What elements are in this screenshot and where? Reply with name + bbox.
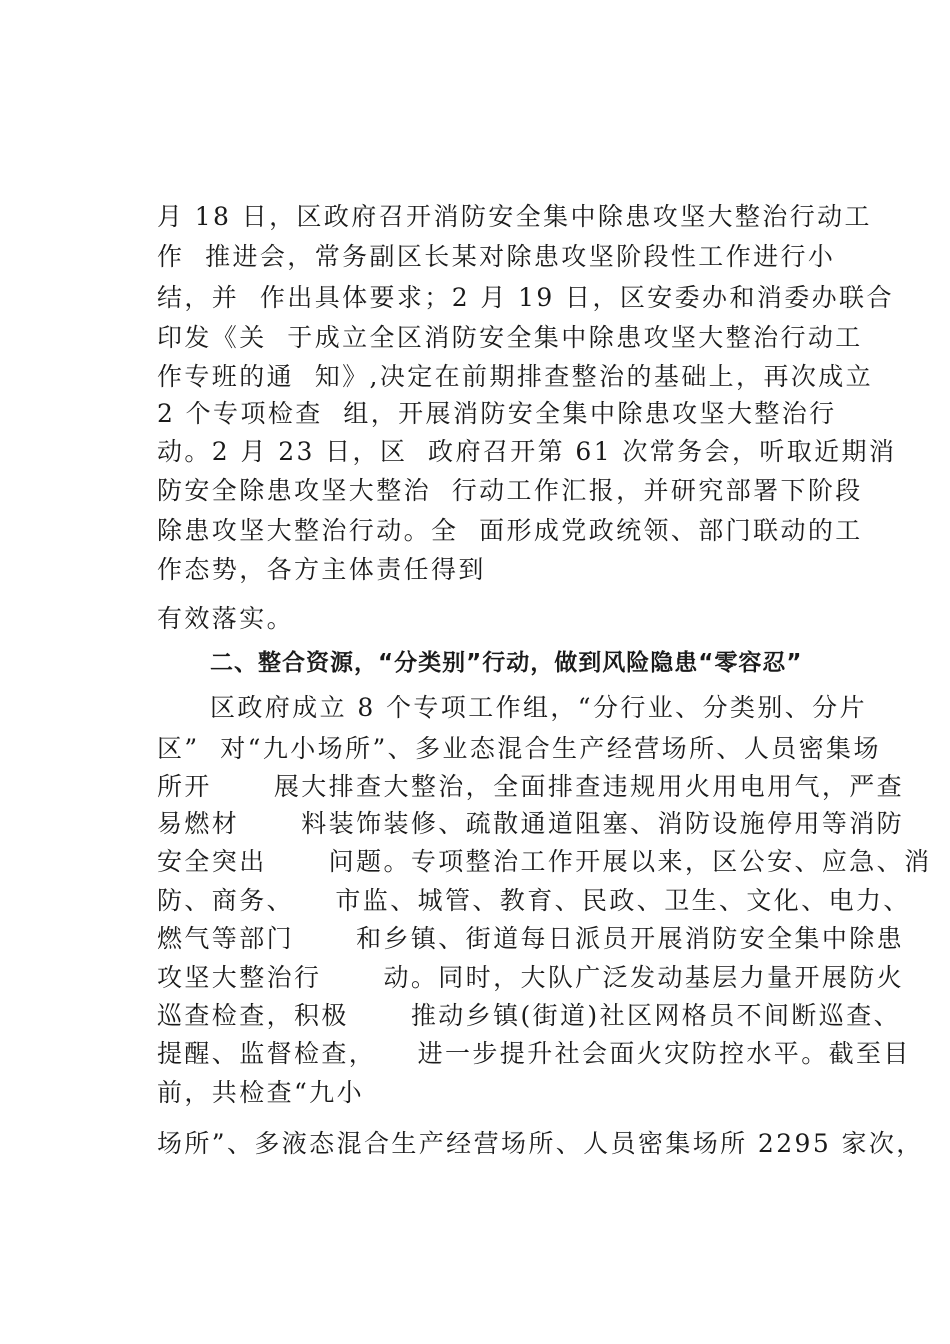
body-line: 攻坚大整治行 动。同时，大队广泛发动基层力量开展防火: [157, 963, 905, 992]
body-line: 提醒、监督检查， 进一步提升社会面火灾防控水平。截至目: [157, 1039, 911, 1068]
body-line: 区” 对“九小场所”、多业态混合生产经营场所、人员密集场: [157, 734, 881, 763]
body-line: 作态势，各方主体责任得到: [157, 555, 486, 584]
body-line: 易燃材 料装饰装修、疏散通道阻塞、消防设施停用等消防: [157, 809, 905, 838]
body-line: 防、商务、 市监、城管、教育、民政、卫生、文化、电力、: [157, 886, 911, 915]
body-line: 作 推进会，常务副区长某对除患攻坚阶段性工作进行小: [157, 242, 836, 271]
body-line: 燃气等部门 和乡镇、街道每日派员开展消防安全集中除患: [157, 924, 905, 953]
body-line: 印发《关 于成立全区消防安全集中除患攻坚大整治行动工: [157, 323, 863, 352]
body-line: 安全突出 问题。专项整治工作开展以来，区公安、应急、消: [157, 847, 932, 876]
body-line: 月 18 日，区政府召开消防安全集中除患攻坚大整治行动工: [157, 202, 872, 231]
body-line: 区政府成立 8 个专项工作组，“分行业、分类别、分片: [210, 693, 867, 722]
body-line: 作专班的通 知》,决定在前期排查整治的基础上，再次成立: [157, 362, 874, 391]
body-line: 前，共检查“九小: [157, 1078, 364, 1107]
body-line: 所开 展大排查大整治，全面排查违规用火用电用气，严查: [157, 772, 905, 801]
body-line: 防安全除患攻坚大整治 行动工作汇报，并研究部署下阶段: [157, 476, 863, 505]
body-line: 动。2 月 23 日，区 政府召开第 61 次常务会，听取近期消: [157, 437, 897, 466]
body-line: 2 个专项检查 组，开展消防安全集中除患攻坚大整治行: [157, 399, 837, 428]
body-line: 有效落实。: [157, 604, 295, 633]
body-line: 巡查检查，积极 推动乡镇(街道)社区网格员不间断巡查、: [157, 1001, 901, 1030]
section-heading: 二、整合资源，“分类别”行动，做到风险隐患“零容忍”: [210, 650, 803, 676]
body-line: 结，并 作出具体要求；2 月 19 日，区安委办和消委办联合: [157, 283, 894, 312]
body-line: 除患攻坚大整治行动。全 面形成党政统领、部门联动的工: [157, 516, 863, 545]
body-line: 场所”、多液态混合生产经营场所、人员密集场所 2295 家次，: [157, 1129, 924, 1158]
